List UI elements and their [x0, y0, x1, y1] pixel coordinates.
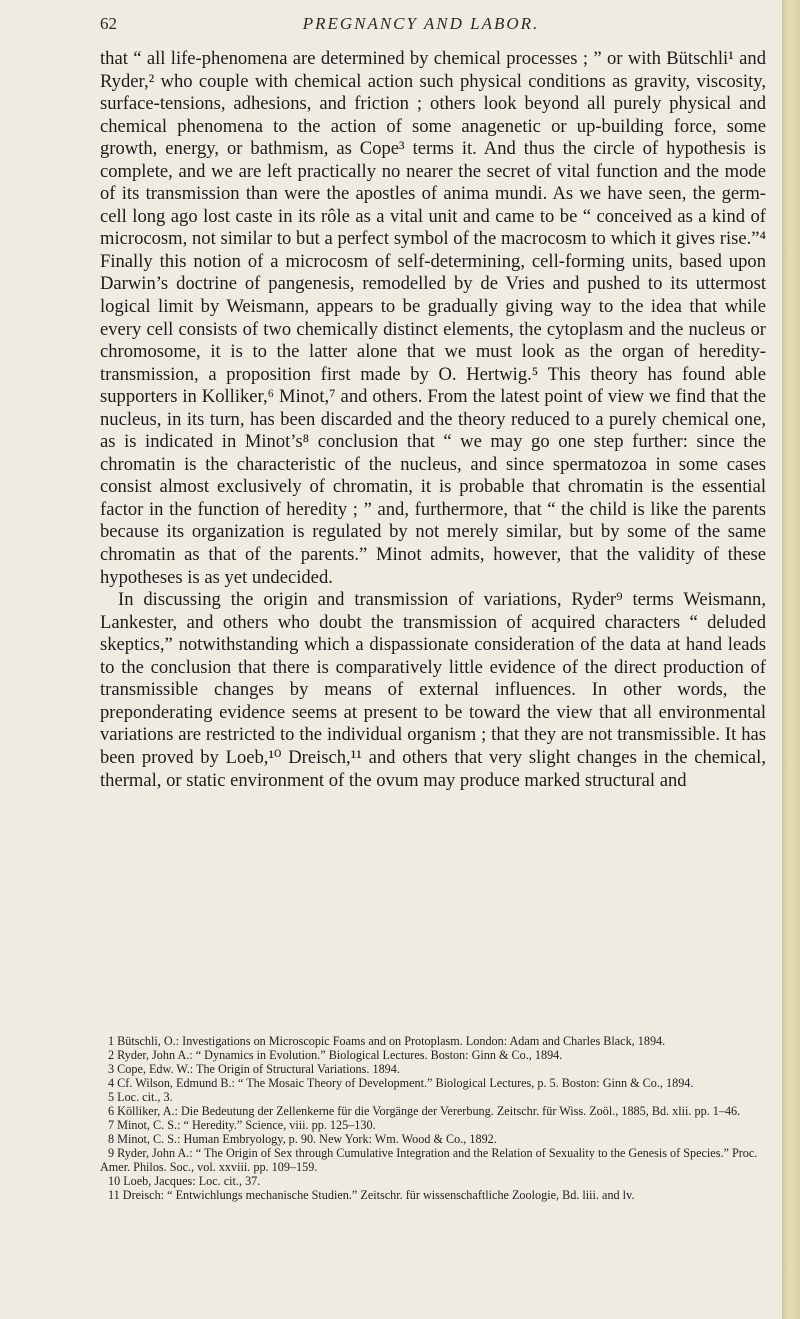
page-edge [782, 0, 800, 1319]
footnote: 1 Bütschli, O.: Investigations on Microscopic Foams and on Protoplasm. London: Adam and Charles Black, 1894. [108, 1034, 666, 1048]
running-header [100, 14, 742, 40]
footnote: 2 Ryder, John A.: “ Dynamics in Evolution.” Biological Lectures. Boston: Ginn & Co., 1894. [108, 1048, 563, 1062]
footnote: 11 Dreisch: “ Entwichlungs mechanische Studien.” Zeitschr. für wissenschaftliche Zoologie, Bd. liii. and lv. [108, 1188, 635, 1202]
footnote: 5 Loc. cit., 3. [108, 1090, 173, 1104]
body-text [100, 48, 766, 792]
running-title: PREGNANCY AND LABOR. [302, 14, 540, 33]
footnote: 9 Ryder, John A.: “ The Origin of Sex through Cumulative Integration and the Relation of Sexuality to the Genesis of Species.” Proc. Amer. Philos. Soc., vol. xxviii. pp. 109–159. [100, 1146, 758, 1174]
footnote: 7 Minot, C. S.: “ Heredity.” Science, viii. pp. 125–130. [108, 1118, 376, 1132]
footnote: 3 Cope, Edw. W.: The Origin of Structural Variations. 1894. [108, 1062, 400, 1076]
paragraph: In discussing the origin and transmission of variations, Ryder⁹ terms Weismann, Lankester, and others who doubt the transmission of acquired characters “ deluded skeptics,” notwithstanding which a dispassionate consideration of the data at hand leads to the conclusion that there is comparatively little evidence of the direct production of transmissible changes by means of external influences. In other words, the preponderating evidence seems at present to be toward the view that all environmental variations are restricted to the individual organism ; that they are not transmissible. It has been proved by Loeb,¹⁰ Dreisch,¹¹ and others that very slight changes in the chemical, thermal, or static environment of the ovum may produce marked structural and [100, 589, 766, 791]
footnotes [100, 1034, 766, 1202]
footnote: 10 Loeb, Jacques: Loc. cit., 37. [108, 1174, 261, 1188]
paragraph: that “ all life-phenomena are determined by chemical processes ; ” or with Bütschli¹ and Ryder,² who couple with chemical action such physical conditions as gravity, viscosity, surface-tensions, adhesions, and friction ; others look beyond all purely physical and chemical phenomena to the action of some anagenetic or up-building force, some growth, energy, or bathmism, as Cope³ terms it. And thus the circle of hypothesis is complete, and we are left practically no nearer the secret of vital function and the mode of its transmission than were the apostles of anima mundi. As we have seen, the germ-cell long ago lost caste in its rôle as a vital unit and came to be “ conceived as a kind of microcosm, not similar to but a perfect symbol of the macrocosm to which it gives rise.”⁴ Finally this notion of a microcosm of self-determining, cell-forming units, based upon Darwin’s doctrine of pangenesis, remodelled by de Vries and pushed to its uttermost logical limit by Weismann, appears to be gradually giving way to the idea that while every cell consists of two chemically distinct elements, the cytoplasm and the nucleus or chromosome, it is to the latter alone that we must look as the organ of heredity-transmission, a proposition first made by O. Hertwig.⁵ This theory has found able supporters in Kolliker,⁶ Minot,⁷ and others. From the latest point of view we find that the nucleus, in its turn, has been discarded and the theory reduced to a purely chemical one, as is indicated in Minot’s⁸ conclusion that “ we may go one step further: since the chromatin is the characteristic of the nucleus, and since spermatozoa in some cases consist almost exclusively of chromatin, it is probable that chromatin is the essential factor in the function of heredity ; ” and, furthermore, that “ the child is like the parents because its organization is regulated by not merely similar, but by some of the same chromatin as that of the parents.” Minot admits, however, that the validity of these hypotheses is as yet undecided. [100, 48, 766, 588]
footnote: 4 Cf. Wilson, Edmund B.: “ The Mosaic Theory of Development.” Biological Lectures, p. 5. Boston: Ginn & Co., 1894. [108, 1076, 694, 1090]
footnote: 6 Kölliker, A.: Die Bedeutung der Zellenkerne für die Vorgänge der Vererbung. Zeitschr. für Wiss. Zoöl., 1885, Bd. xlii. pp. 1–46. [108, 1104, 741, 1118]
page-number: 62 [100, 14, 117, 33]
footnote: 8 Minot, C. S.: Human Embryology, p. 90. New York: Wm. Wood & Co., 1892. [108, 1132, 497, 1146]
